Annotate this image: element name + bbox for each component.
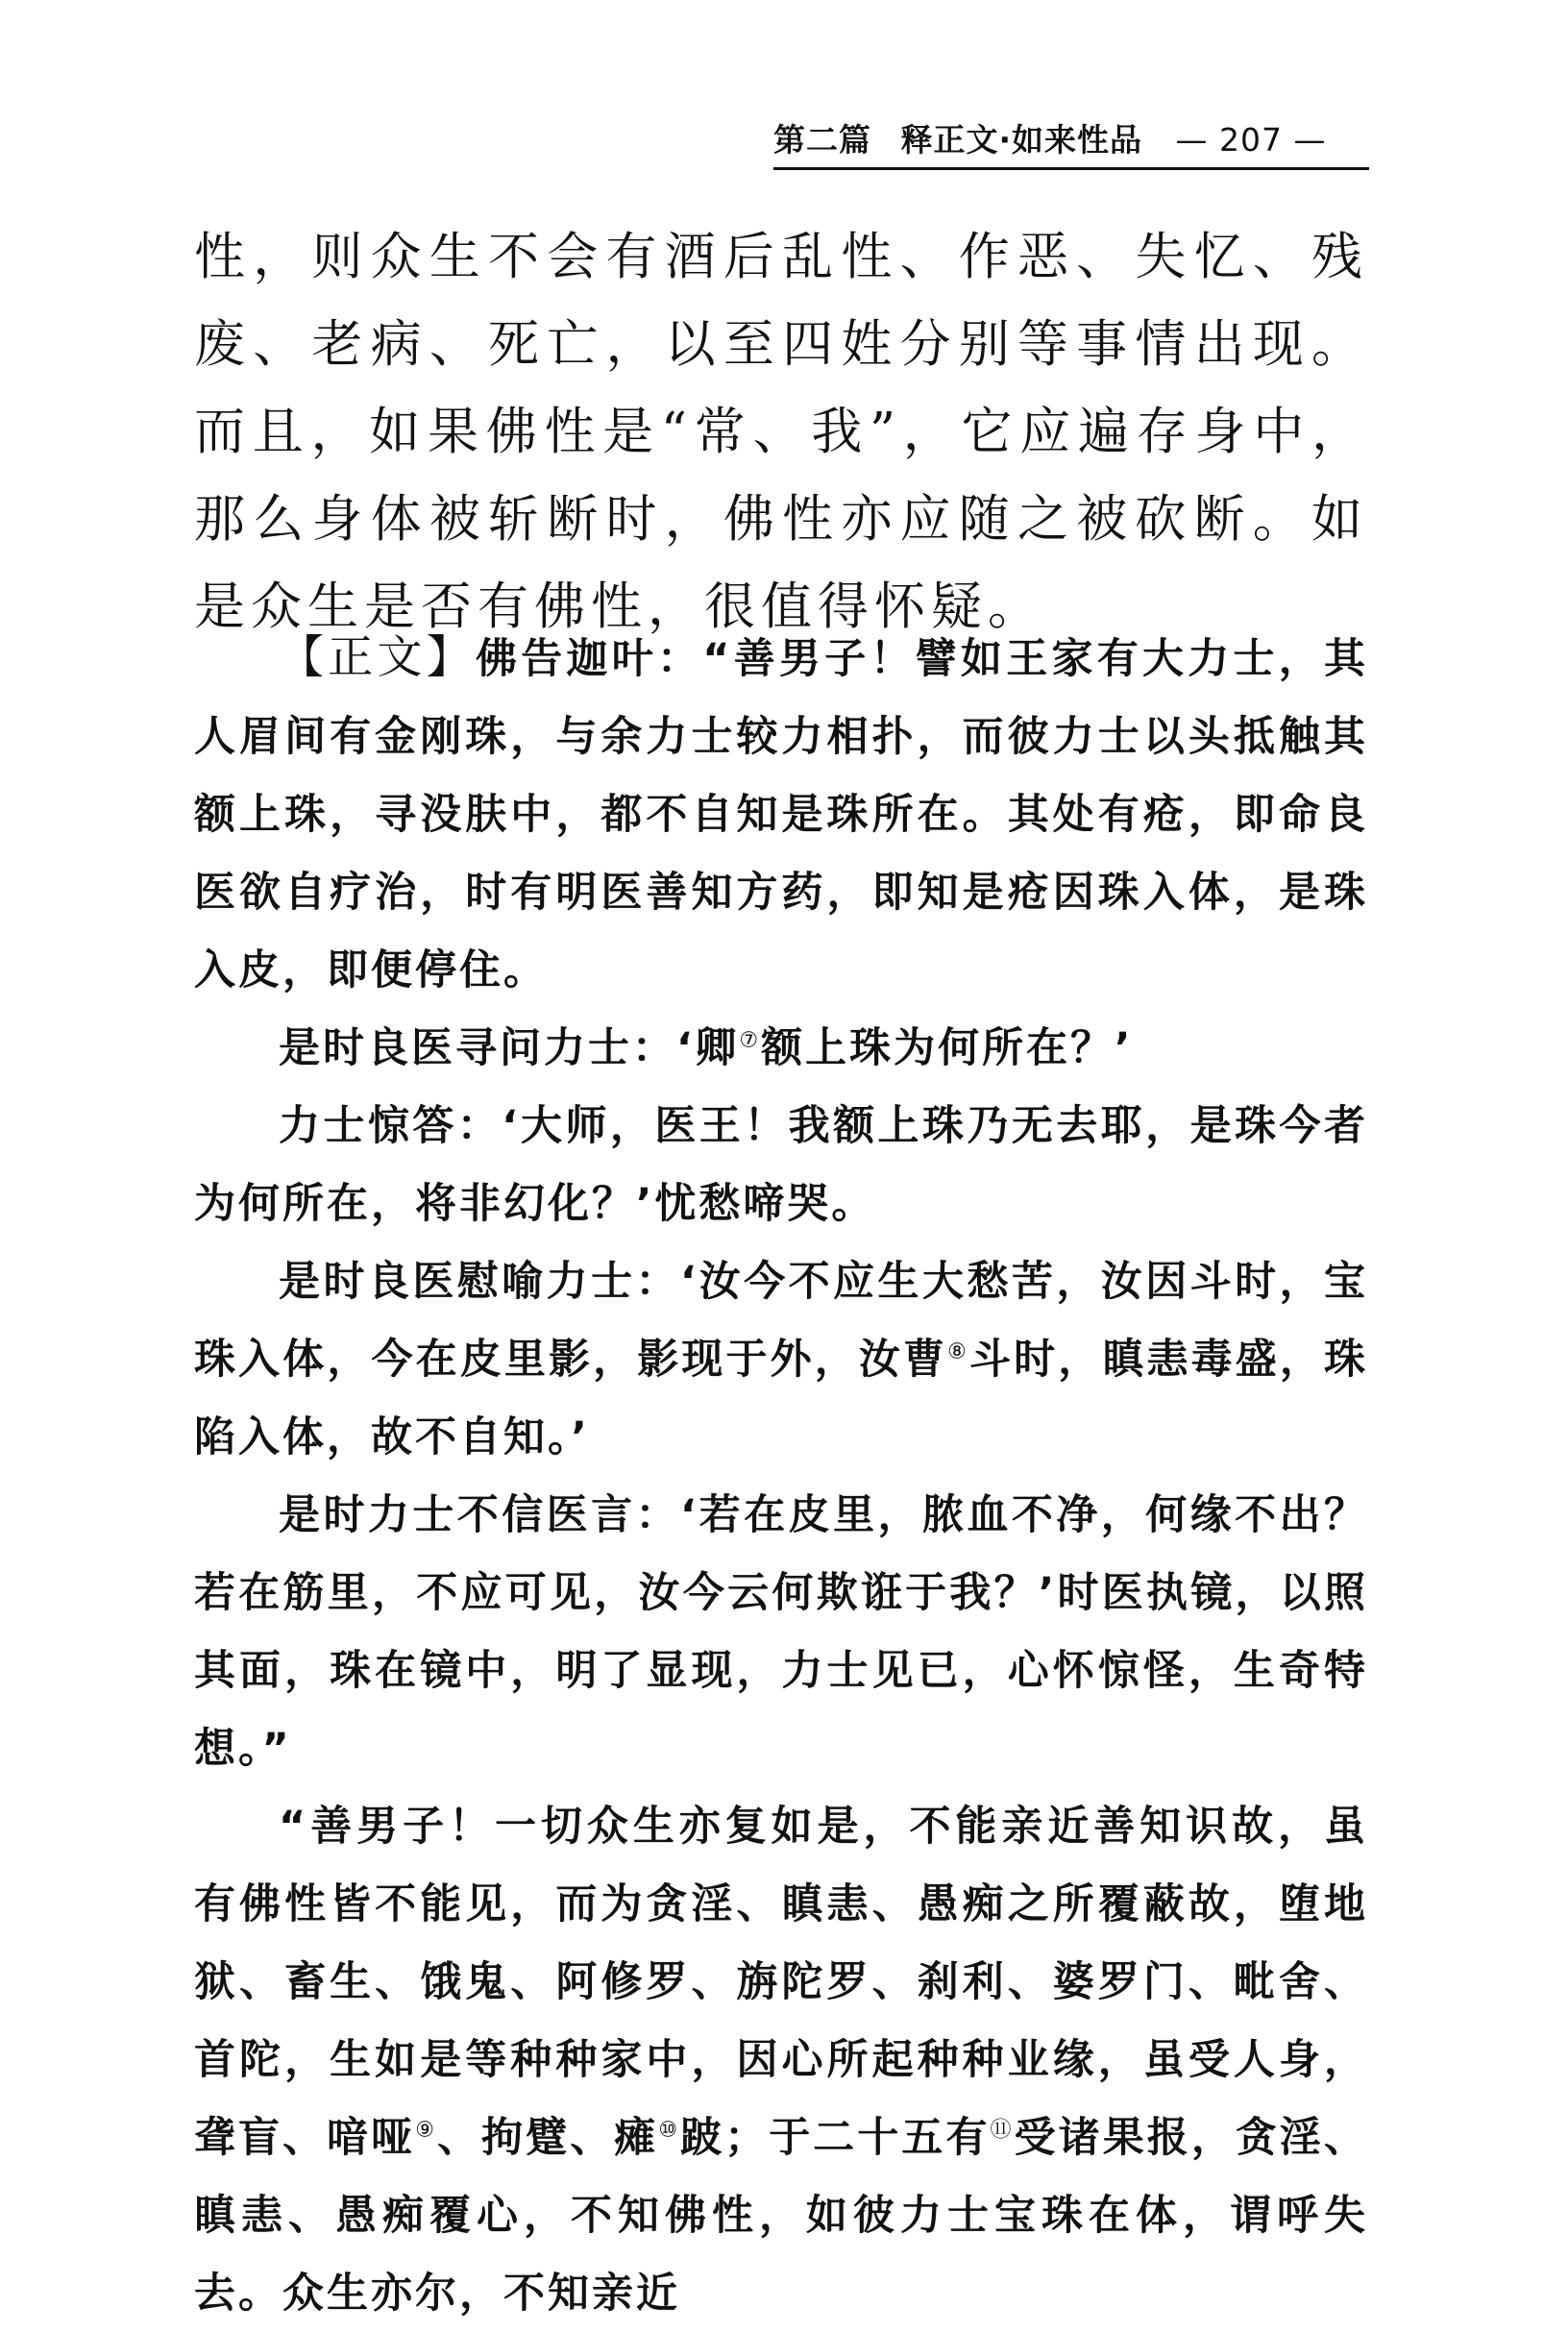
running-header <box>773 113 1369 170</box>
paragraph-2-part-b: 额上珠为何所在？’ <box>761 1024 1134 1072</box>
main-text-label: 【正文】 <box>279 631 476 684</box>
paragraph-4-part-a: 是时良医慰喻力士：‘汝今不应生大愁苦，汝因斗时，宝珠入体，今在皮里影，影现于外，汝曹 <box>194 1258 1368 1384</box>
footnote-marker-8: ⑧ <box>947 1339 969 1364</box>
main-text-paragraph-5: 是时力士不信医言：‘若在皮里，脓血不净，何缘不出？若在筋里，不应可见，汝今云何欺诳于我？’时医执镜，以照其面，珠在镜中，明了显现，力士见已，心怀惊怪，生奇特想。” <box>194 1491 1368 1773</box>
scripture-main-text <box>194 619 1368 2333</box>
paragraph-4-part-b: 斗时，瞋恚毒盛，珠陷入体，故不自知。’ <box>194 1336 1369 1461</box>
footnote-marker-11: ⑪ <box>990 2118 1015 2143</box>
page-number: — 207 — <box>1175 121 1327 159</box>
main-text-paragraph-1 <box>194 619 1368 1010</box>
paragraph-6-part-b: 、拘躄、瘫 <box>437 2114 659 2162</box>
paragraph-6-part-c: 跛；于二十五有 <box>680 2114 991 2162</box>
footnote-marker-9: ⑨ <box>415 2118 438 2143</box>
main-text-paragraph-4 <box>194 1243 1368 1477</box>
commentary-paragraph <box>194 213 1368 651</box>
footnote-marker-7: ⑦ <box>739 1028 762 1053</box>
main-text-paragraph-2 <box>194 1010 1368 1088</box>
paragraph-6-part-d: 受诸果报，贪淫、瞋恚、愚痴覆心，不知佛性，如彼力士宝珠在体，谓呼失去。众生亦尔，不知亲近 <box>194 2114 1368 2318</box>
footnote-marker-10: ⑩ <box>658 2118 681 2143</box>
main-text-paragraph-6 <box>194 1788 1368 2333</box>
paragraph-6-part-a: “善男子！一切众生亦复如是，不能亲近善知识故，虽有佛性皆不能见，而为贪淫、瞋恚、愚痴之所覆蔽故，堕地狱、畜生、饿鬼、阿修罗、旃陀罗、刹利、婆罗门、毗舍、首陀，生如是等种种家中，因心所起种种业缘，虽受人身，聋盲、喑哑 <box>194 1803 1368 2162</box>
paragraph-2-part-a: 是时良医寻问力士：‘卿 <box>279 1024 740 1072</box>
main-text-paragraph-3: 力士惊答：‘大师，医王！我额上珠乃无去耶，是珠今者为何所在，将非幻化？’忧愁啼哭。 <box>194 1102 1368 1228</box>
commentary-text: 性，则众生不会有酒后乱性、作恶、失忆、残废、老病、死亡，以至四姓分别等事情出现。而且，如果佛性是“常、我”，它应遍存身中，那么身体被斩断时，佛性亦应随之被砍断。如是众生是否有佛性，很值得怀疑。 <box>194 228 1368 636</box>
main-text-paragraph-1-body: 佛告迦叶：“善男子！譬如王家有大力士，其人眉间有金刚珠，与余力士较力相扑，而彼力士以头抵触其额上珠，寻没肤中，都不自知是珠所在。其处有疮，即命良医欲自疗治，时有明医善知方药，即知是疮因珠入体，是珠入皮，即便停住。 <box>194 635 1368 995</box>
header-chapter-title: 释正文·如来性品 <box>900 121 1143 159</box>
header-section: 第二篇 <box>773 121 871 159</box>
